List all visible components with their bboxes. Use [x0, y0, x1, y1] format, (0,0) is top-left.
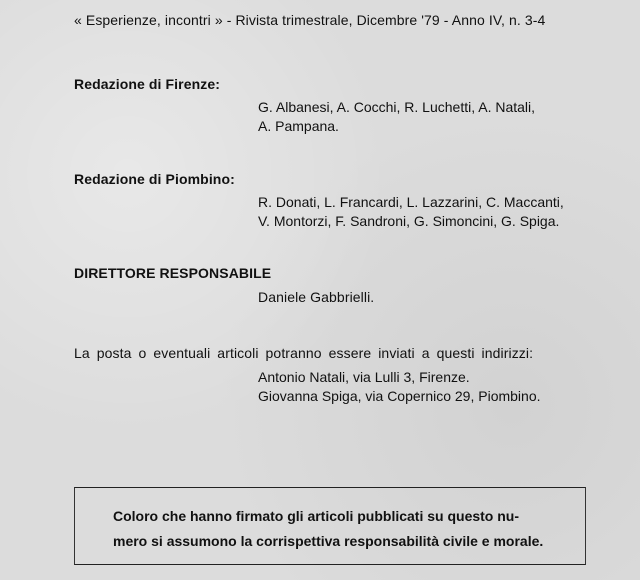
redazione-piombino-label: Redazione di Piombino: — [74, 171, 235, 187]
posta-address-2: Giovanna Spiga, via Copernico 29, Piombino. — [258, 388, 541, 404]
publication-line: « Esperienze, incontri » - Rivista trimestrale, Dicembre '79 - Anno IV, n. 3-4 — [74, 12, 546, 28]
redazione-firenze-names — [258, 98, 535, 136]
responsibility-notice-box — [74, 487, 586, 565]
posta-addresses — [258, 368, 541, 406]
direttore-label: DIRETTORE RESPONSABILE — [74, 265, 272, 281]
redazione-piombino-names — [258, 193, 564, 231]
redazione-piombino-names-line-1: R. Donati, L. Francardi, L. Lazzarini, C. Maccanti, — [258, 194, 564, 210]
responsibility-notice-line-2: mero si assumono la corrispettiva responsabilità civile e morale. — [113, 533, 544, 549]
redazione-piombino-names-line-2: V. Montorzi, F. Sandroni, G. Simoncini, G. Spiga. — [258, 213, 560, 229]
direttore-name: Daniele Gabbrielli. — [258, 289, 375, 305]
responsibility-notice-line-1: Coloro che hanno firmato gli articoli pubblicati su questo nu- — [113, 508, 520, 524]
redazione-firenze-names-line-2: A. Pampana. — [258, 118, 339, 134]
responsibility-notice-text — [113, 504, 553, 554]
redazione-firenze-names-line-1: G. Albanesi, A. Cocchi, R. Luchetti, A. Natali, — [258, 99, 536, 115]
posta-address-1: Antonio Natali, via Lulli 3, Firenze. — [258, 369, 470, 385]
redazione-firenze-label: Redazione di Firenze: — [74, 76, 221, 92]
posta-intro: La posta o eventuali articoli potranno essere inviati a questi indirizzi: — [74, 345, 534, 361]
